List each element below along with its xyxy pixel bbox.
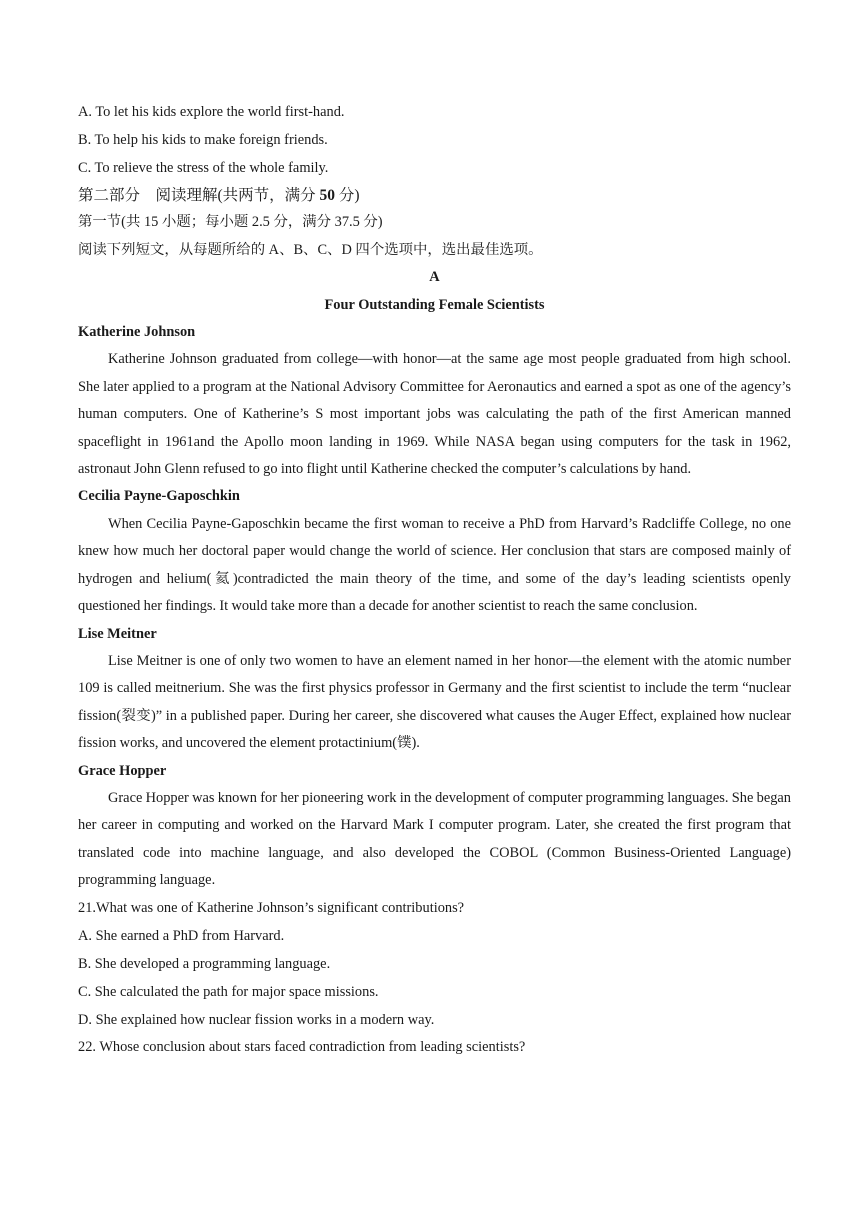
scientist-paragraph-johnson: Katherine Johnson graduated from college—with honor—at the same age most people graduated from high school. She later applied to a program at the National Advisory Committee for Aeronautics and earned a spot as one of the agency’s human computers. One of Katherine’s S most important jobs was calculating the path of the first American manned spaceflight in 1961and the Apollo moon landing in 1969. While NASA began using computers for the task in 1962, astronaut John Glenn refused to go into flight until Katherine checked the computer’s calculations by hand. [78, 351, 791, 478]
question-21-option-b: B. She developed a programming language. [78, 955, 331, 972]
scientist-paragraph-payne: When Cecilia Payne-Gaposchkin became the first woman to receive a PhD from Harvard’s Radcliffe College, no one knew how much her doctoral paper would change the world of science. Her conclusion that stars are composed mainly of hydrogen and helium(氦)contradicted the main theory of the time, and some of the day’s leading scientists openly questioned her findings. It would take more than a decade for another scientist to reach the same conclusion. [78, 515, 791, 615]
exam-page [78, 98, 791, 1061]
question-22-stem: 22. Whose conclusion about stars faced contradiction from leading scientists? [78, 1038, 526, 1055]
question-21-stem: 21.What was one of Katherine Johnson’s significant contributions? [78, 899, 465, 916]
prev-option-a: A. To let his kids explore the world first-hand. [78, 104, 345, 120]
scientist-paragraph-hopper: Grace Hopper was known for her pioneering work in the development of computer programming languages. She began her career in computing and worked on the Harvard Mark I computer program. Later, she created the first program that translated code into machine language, and also developed the COBOL (Common Business-Oriented Language) programming language. [78, 789, 791, 889]
scientist-heading-meitner: Lise Meitner [78, 625, 157, 642]
part-title [78, 182, 791, 209]
passage-letter: A [429, 269, 440, 286]
scientist-heading-hopper: Grace Hopper [78, 762, 167, 779]
section-note: 第一节(共 15 小题；每小题 2.5 分，满分 37.5 分) [78, 214, 383, 231]
scientist-heading-johnson: Katherine Johnson [78, 324, 196, 341]
scientist-heading-payne: Cecilia Payne-Gaposchkin [78, 488, 240, 505]
question-21-option-a: A. She earned a PhD from Harvard. [78, 927, 285, 944]
instruction: 阅读下列短文，从每题所给的 A、B、C、D 四个选项中，选出最佳选项。 [78, 241, 543, 258]
prev-option-b: B. To help his kids to make foreign friends. [78, 132, 328, 148]
passage-title: Four Outstanding Female Scientists [324, 296, 545, 313]
part-title-score: 50 [319, 187, 336, 204]
prev-option-c: C. To relieve the stress of the whole family. [78, 160, 329, 176]
scientist-paragraph-meitner: Lise Meitner is one of only two women to have an element named in her honor—the element with the atomic number 109 is called meitnerium. She was the first physics professor in Germany and the first scientist to include the term “nuclear fission(裂变)” in a published paper. During her career, she discovered what causes the Auger Effect, explained how nuclear fission works, and uncovered the element protactinium(镤). [78, 652, 791, 752]
part-title-end: 分) [335, 187, 360, 204]
part-title-text: 第二部分 阅读理解(共两节，满分 [78, 187, 320, 204]
question-21-option-d: D. She explained how nuclear fission works in a modern way. [78, 1011, 435, 1028]
question-21-option-c: C. She calculated the path for major space missions. [78, 983, 379, 1000]
